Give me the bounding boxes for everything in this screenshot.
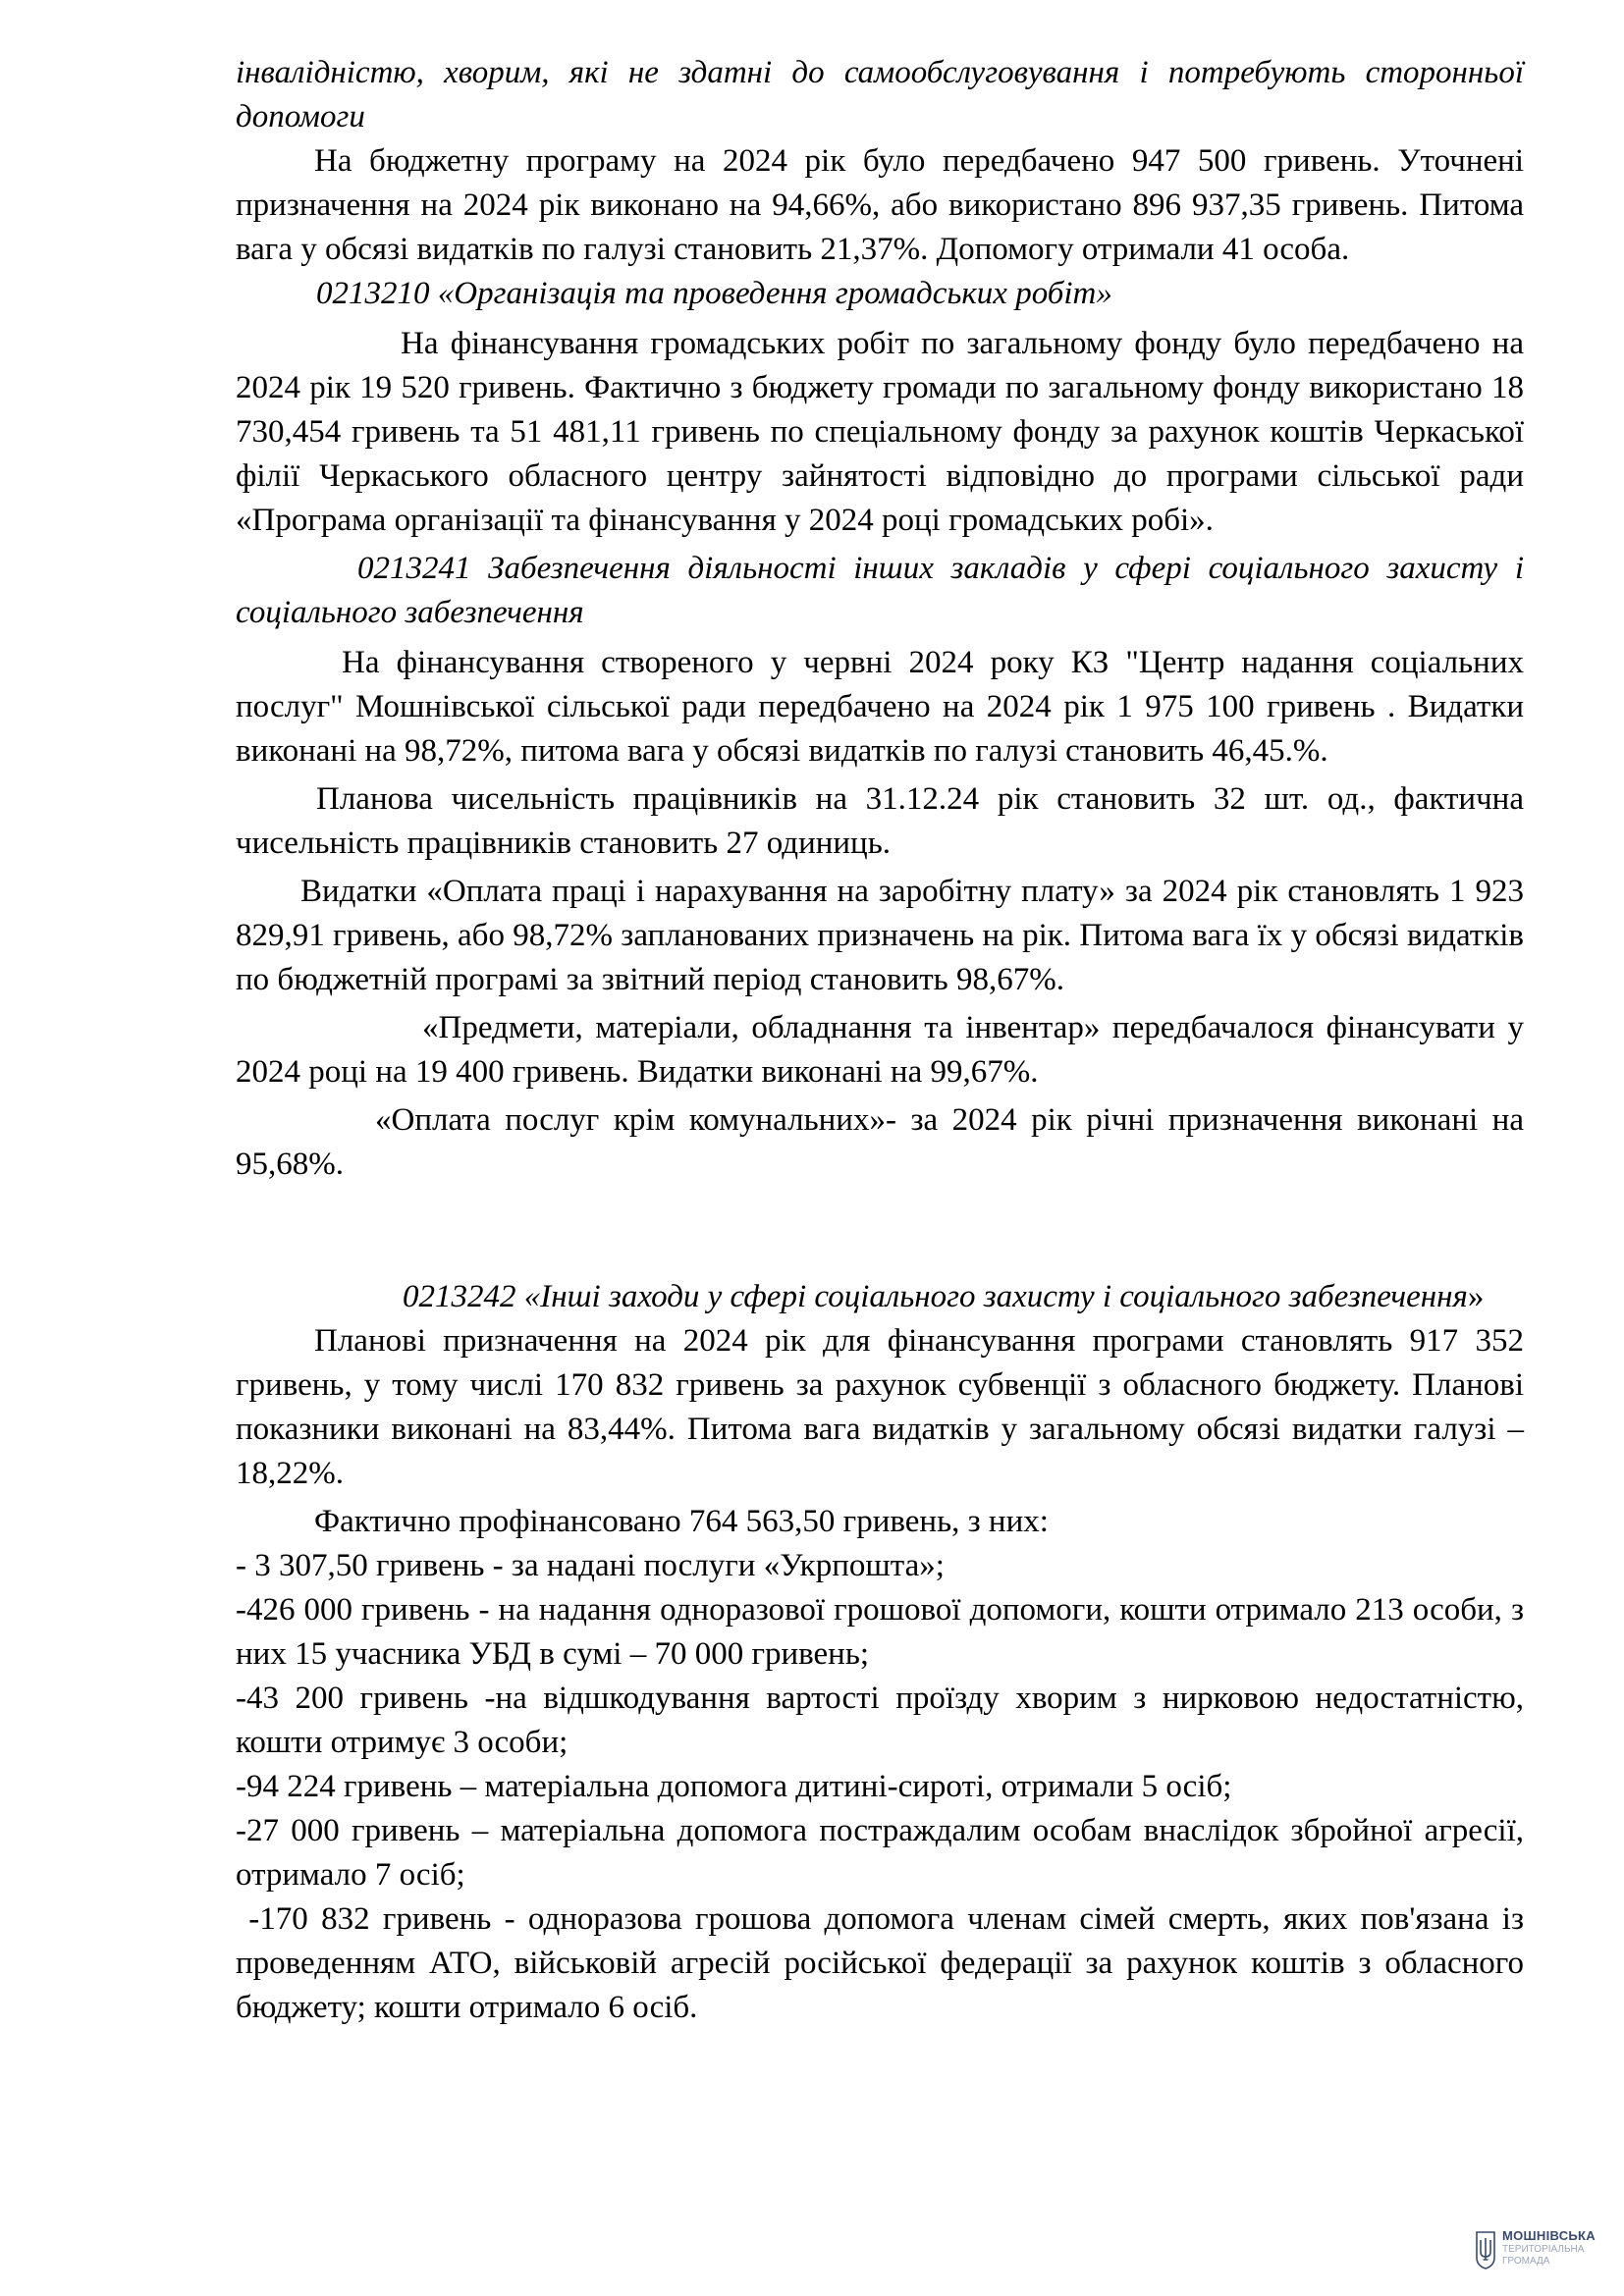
community-logo [1475,2226,1622,2285]
paragraph-actual-financing: Фактично профінансовано 764 563,50 гривень, з них: [314,1504,1049,1539]
list-item-aggression-victims: -27 000 гривень – матеріальна допомога постраждалим особам внаслідок збройної агресії, отримало 7 осіб; [236,1813,1524,1893]
logo-line-2: ТЕРИТОРІАЛЬНА [1502,2244,1585,2255]
spacer [236,1187,1524,1275]
section-heading-0213242 [236,1275,1524,1319]
logo-line-1: МОШНІВСЬКА [1502,2228,1596,2243]
paragraph-public-works: На фінансування громадських робіт по загальному фонду було передбачено на 2024 рік 19 520 гривень. Фактично з бюджету громади по загальному фонду використано 18 730,454 гривень та 51 481,11 гривень по спеціальному фонду за рахунок коштів Черкаської філії Черкаського обласного центру зайнятості відповідно до програми сільської ради «Програма організації та фінансування у 2024 році громадських робі». [236,326,1524,538]
paragraph-salary-expenses: Видатки «Оплата праці і нарахування на заробітну плату» за 2024 рік становлять 1 923 829,91 гривень, або 98,72% запланованих призначень на рік. Питома вага їх у обсязі видатків по бюджетній програмі за звітний період становить 98,67%. [236,874,1524,997]
paragraph-social-services-center: На фінансування створеного у червні 2024 року КЗ "Центр надання соціальних послуг" Мошнівської сільської ради передбачено на 2024 рік 1 975 100 гривень . Видатки виконані на 98,72%, питома вага у обсязі видатків по галузі становить 46,45.%. [236,645,1524,769]
list-item-orphan-aid: -94 224 гривень – матеріальна допомога дитині-сироті, отримали 5 осіб; [236,1769,1232,1804]
list-item-one-time-aid: -426 000 гривень - на надання одноразової грошової допомоги, кошти отримало 213 особи, з них 15 учасника УБД в сумі – 70 000 гривень; [236,1592,1524,1672]
logo-line-3: ГРОМАДА [1502,2256,1550,2267]
list-item-families-aid: -170 832 гривень - одноразова грошова допомога членам сімей смерть, яких пов'язана із проведенням АТО, військовій агресій російської федерації за рахунок коштів з обласного бюджету; кошти отримало 6 осіб. [236,1901,1533,2025]
paragraph-services: «Оплата послуг крім комунальних»- за 2024 рік річні призначення виконані на 95,68%. [236,1102,1524,1182]
list-item-travel-compensation: -43 200 гривень -на відшкодування вартості проїзду хворим з нирковою недостатністю, кошти отримує 3 особи; [236,1681,1524,1760]
list-item-ukrposhta: - 3 307,50 гривень - за надані послуги «Укрпошта»; [236,1548,945,1583]
section-heading-0213242-text: 0213242 «Інші заходи у сфері соціального захисту і соціального забезпечення [403,1279,1468,1314]
paragraph-budget-program: На бюджетну програму на 2024 рік було передбачено 947 500 гривень. Уточнені призначення на 2024 рік виконано на 94,66%, або використано 896 937,35 гривень. Питома вага у обсязі видатків по галузі становить 21,37%. Допомогу отримали 41 особа. [236,143,1524,267]
paragraph-staff-count: Планова чисельність працівників на 31.12.24 рік становить 32 шт. од., фактична чисельність працівників становить 27 одиниць. [236,781,1524,861]
trident-emblem-icon [1475,2230,1496,2269]
paragraph-continuation: інвалідністю, хворим, які не здатні до самообслуговування і потребують сторонньої допомоги [236,55,1524,134]
section-heading-0213242-close: » [1467,1279,1485,1314]
paragraph-planned-allocations: Планові призначення на 2024 рік для фінансування програми становлять 917 352 гривень, у тому числі 170 832 гривень за рахунок субвенції з обласного бюджету. Планові показники виконані на 83,44%. Питома вага видатків у загальному обсязі видатки галузі – 18,22%. [236,1323,1524,1491]
document-page [236,51,1533,2030]
section-heading-0213241: 0213241 Забезпечення діяльності інших закладів у сфері соціального захисту і соціального забезпечення [236,551,1524,630]
paragraph-materials: «Предмети, матеріали, обладнання та інвентар» передбачалося фінансувати у 2024 році на 19 400 гривень. Видатки виконані на 99,67%. [236,1010,1524,1090]
section-heading-0213210: 0213210 «Організація та проведення громадських робіт» [316,276,1112,311]
